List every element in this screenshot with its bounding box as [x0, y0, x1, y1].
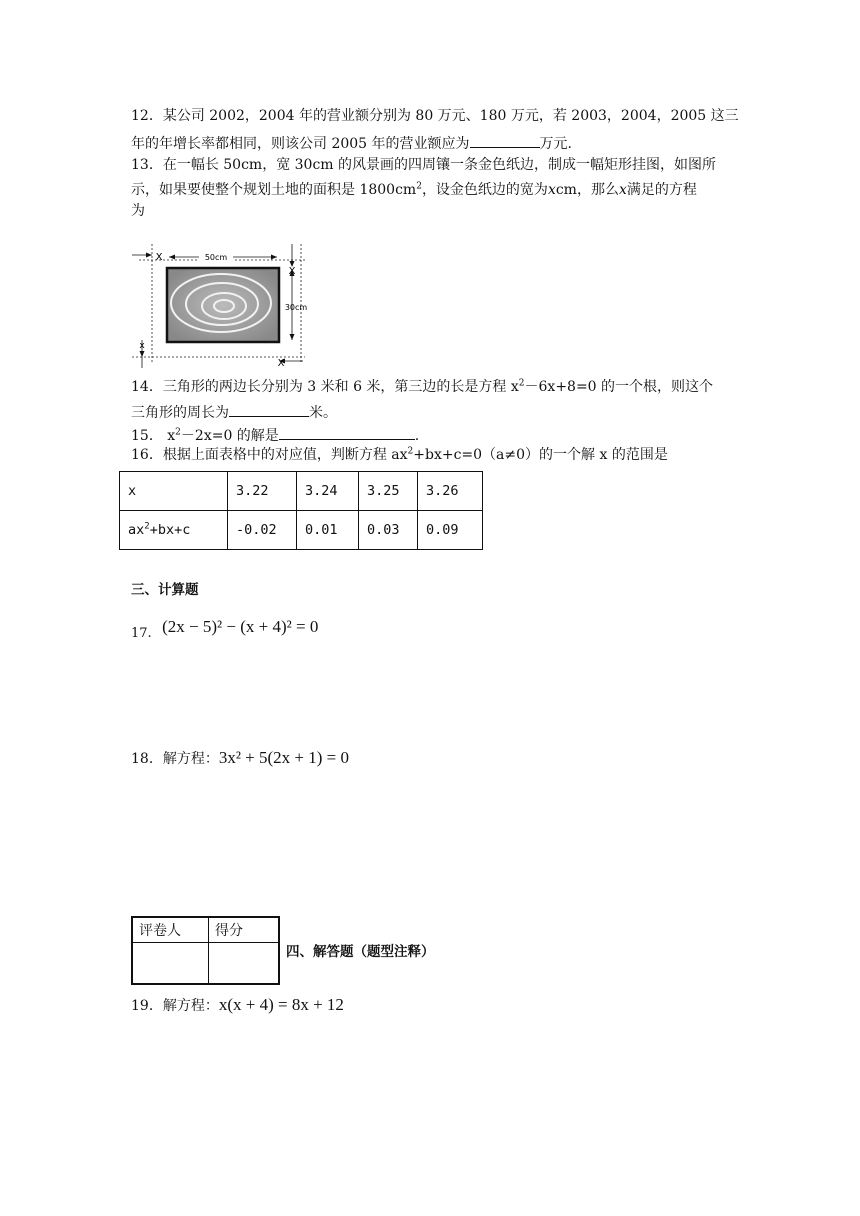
- reviewer-label: 评卷人: [132, 917, 209, 943]
- reviewer-input-cell[interactable]: [132, 943, 209, 985]
- table-cell: 3.26: [418, 472, 483, 511]
- section-3-title: 三、计算题: [131, 582, 199, 598]
- q19-line: 19．解方程：x(x + 4) = 8x + 12: [131, 995, 344, 1014]
- grader-table: [131, 916, 280, 985]
- table-cell: 0.09: [418, 511, 483, 550]
- fig-top-label: 50cm: [204, 253, 228, 262]
- q19-equation: x(x + 4) = 8x + 12: [218, 995, 344, 1014]
- score-input-cell[interactable]: [209, 943, 280, 985]
- table-cell: 3.22: [228, 472, 297, 511]
- q14-answer-blank[interactable]: [229, 401, 309, 417]
- fig-small-x-label: x: [139, 341, 145, 351]
- table-cell: 3.25: [359, 472, 418, 511]
- q12-line-1: 12．某公司 2002，2004 年的营业额分别为 80 万元、180 万元，若 2003，2004，2005 这三: [131, 108, 739, 124]
- painting-rect: [167, 268, 279, 342]
- table-cell: $ax^2+bx+c$: [120, 511, 228, 550]
- table-row: [120, 472, 483, 511]
- q17-line: 17. (2x − 5)² − (x + 4)² = 0: [131, 617, 319, 641]
- q13-line-2: 示，如果要使整个规划土地的面积是 $1800cm^2$，设金色纸边的宽为xcm，那么x满足的方程: [131, 181, 697, 198]
- q17-equation: (2x − 5)² − (x + 4)² = 0: [162, 617, 319, 636]
- q18-line: 18．解方程：3x² + 5(2x + 1) = 0: [131, 748, 350, 767]
- q15-line: 15． $x^2-2x=0$ 的解是 .: [131, 424, 419, 445]
- q14-line-2: 三角形的周长为 米。: [131, 401, 337, 422]
- section-4-title: 四、解答题（题型注释）: [286, 944, 435, 960]
- q13-line-1: 13．在一幅长 50cm，宽 30cm 的风景画的四周镶一条金色纸边，制成一幅矩形挂图，如图所: [131, 157, 717, 173]
- table-row: [132, 917, 279, 943]
- q16-line: 16．根据上面表格中的对应值，判断方程 $ax^2+bx+c=0(a\ne 0)$的一个解 x 的范围是: [131, 446, 668, 463]
- table-cell: 0.01: [297, 511, 359, 550]
- q12-line-2: 年的年增长率都相同，则该公司 2005 年的营业额应为 万元.: [131, 132, 572, 153]
- table-cell: -0.02: [228, 511, 297, 550]
- table-cell: x: [120, 472, 228, 511]
- fig-bottom-x-label: X: [277, 358, 285, 369]
- table-row: [120, 511, 483, 550]
- fig-side-label: 30cm: [284, 303, 308, 312]
- picture-frame-diagram: [129, 240, 309, 370]
- q12-answer-blank[interactable]: [470, 132, 540, 148]
- fig-right-x-label: X: [288, 266, 296, 277]
- q14-line-1: 14．三角形的两边长分别为 3 米和 6 米，第三边的长是方程 $x^2-6x+8=0$ 的一个根，则这个: [131, 378, 714, 395]
- table-cell: 0.03: [359, 511, 418, 550]
- table-row: [132, 943, 279, 985]
- q18-equation: 3x² + 5(2x + 1) = 0: [218, 748, 350, 767]
- q13-line-3: 为: [131, 203, 145, 219]
- values-table: [119, 471, 483, 550]
- table-cell: 3.24: [297, 472, 359, 511]
- fig-left-x-label: X: [155, 252, 163, 263]
- q15-answer-blank[interactable]: [279, 424, 415, 440]
- score-label: 得分: [209, 917, 280, 943]
